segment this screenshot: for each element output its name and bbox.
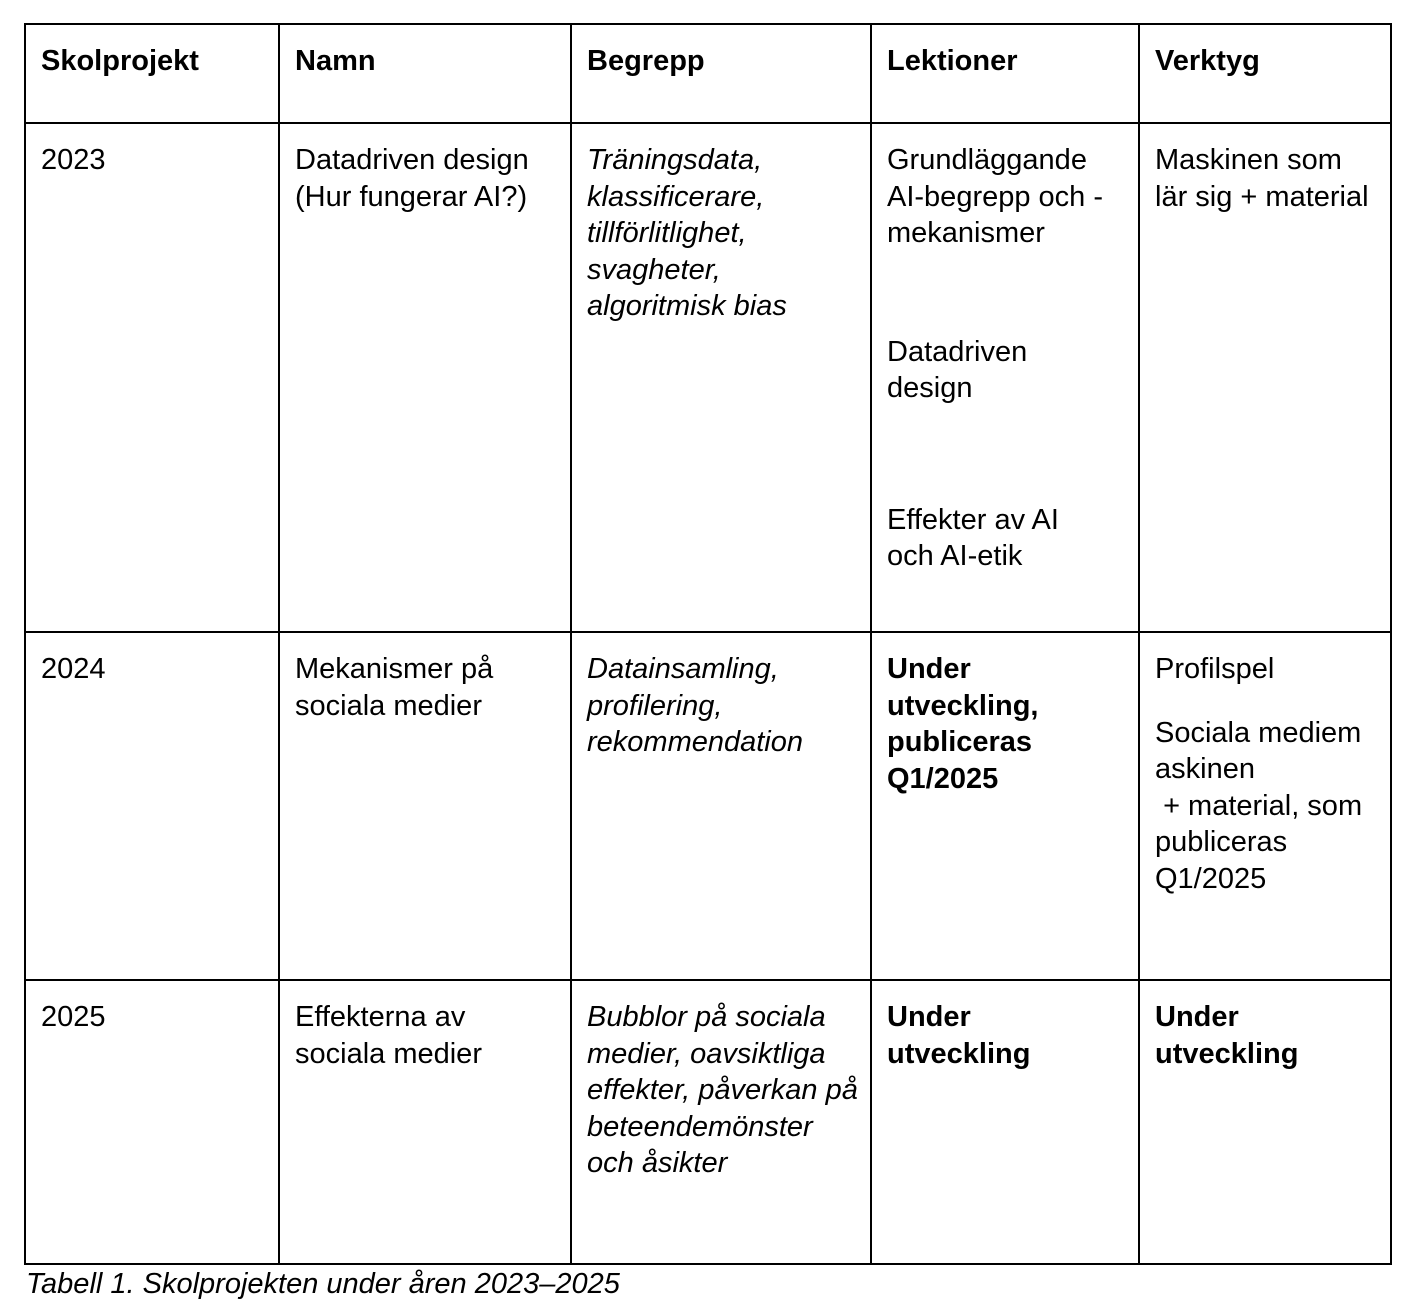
cell-tools: Under utveckling — [1139, 980, 1391, 1264]
lesson-item: Datadriven design — [887, 335, 1028, 404]
cell-year: 2024 — [25, 632, 279, 980]
cell-tools — [1139, 632, 1391, 980]
lesson-item: Effekter av AI och AI-etik — [887, 503, 1059, 572]
table-row — [25, 632, 1391, 980]
lesson-item: Grundläggande AI-begrepp och -mekanismer — [887, 144, 1104, 249]
cell-year: 2023 — [25, 123, 279, 632]
cell-name: Datadriven design (Hur fungerar AI?) — [279, 123, 571, 632]
cell-name: Mekanismer på sociala medier — [279, 632, 571, 980]
school-projects-table — [24, 23, 1392, 1265]
cell-concepts: Datainsamling, profilering, rekommendation — [571, 632, 871, 980]
cell-lessons: Under utveckling, publiceras Q1/2025 — [871, 632, 1139, 980]
tool-item: Sociala mediemaskinen — [1155, 716, 1362, 785]
cell-tools — [1139, 123, 1391, 632]
cell-concepts: Bubblor på sociala medier, oavsiktliga effekter, påverkan på beteendemönster och åsikter — [571, 980, 871, 1264]
table-header-row — [25, 24, 1391, 123]
cell-concepts: Träningsdata, klassificerare, tillförlitlighet, svagheter, algoritmisk bias — [571, 123, 871, 632]
header-namn: Namn — [279, 24, 571, 123]
table-caption: Tabell 1. Skolprojekten under åren 2023–2025 — [26, 1268, 620, 1300]
header-begrepp: Begrepp — [571, 24, 871, 123]
tool-item: + material, som publiceras Q1/2025 — [1155, 789, 1371, 895]
tool-item: Maskinen som lär sig + material — [1155, 144, 1369, 213]
header-lektioner: Lektioner — [871, 24, 1139, 123]
table-row — [25, 980, 1391, 1264]
header-verktyg: Verktyg — [1139, 24, 1391, 123]
cell-lessons — [871, 123, 1139, 632]
cell-name: Effekterna av sociala medier — [279, 980, 571, 1264]
header-skolprojekt: Skolprojekt — [25, 24, 279, 123]
cell-year: 2025 — [25, 980, 279, 1264]
tool-item: Profilspel — [1155, 653, 1275, 685]
cell-lessons: Under utveckling — [871, 980, 1139, 1264]
table-row — [25, 123, 1391, 632]
